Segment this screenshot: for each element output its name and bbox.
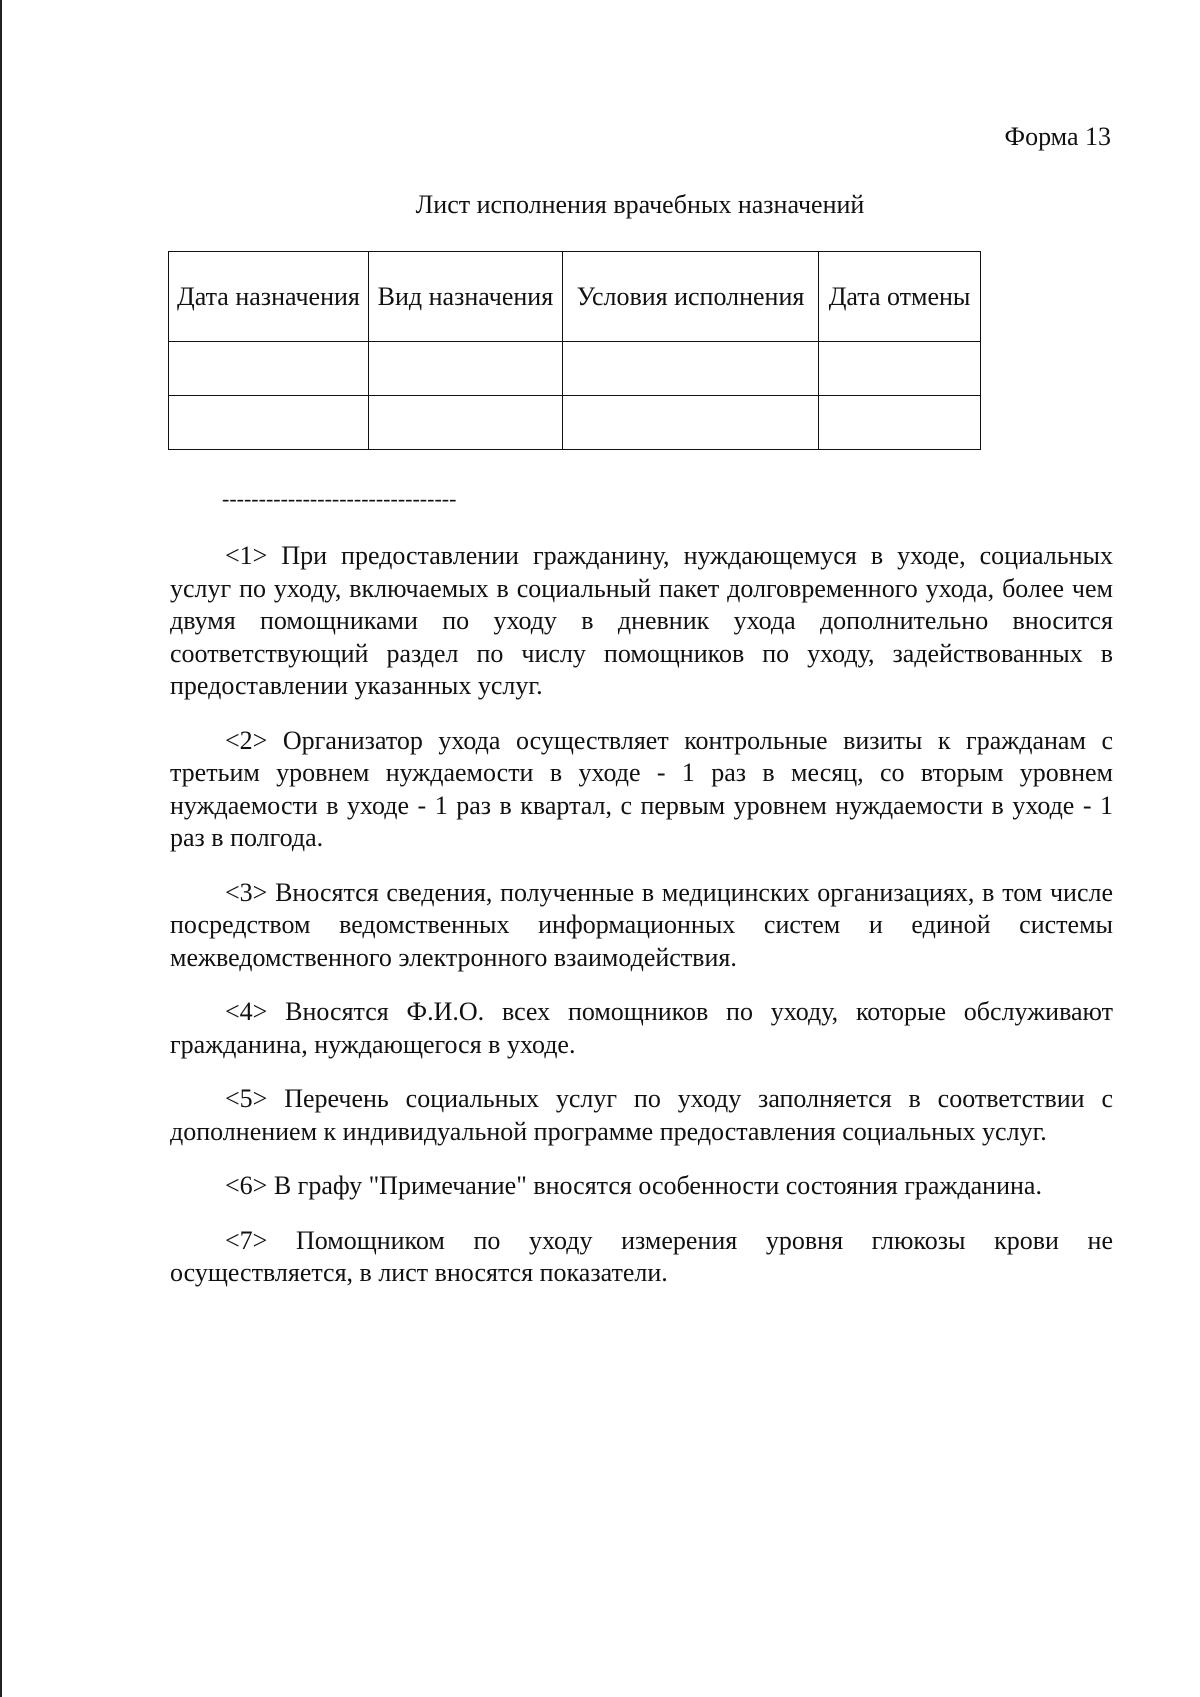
footnote-6: <6> В графу "Примечание" вносятся особенности состояния гражданина.: [225, 1171, 1042, 1200]
footnote-7: <7> Помощником по уходу измерения уровня глюкозы крови не осуществляется, в лист вносятся показатели.: [170, 1225, 1113, 1287]
footnote-3: <3> Вносятся сведения, полученные в медицинских организациях, в том числе посредством ведомственных информационных систем и единой системы межведомственного электронного взаимодействия.: [170, 877, 1113, 972]
prescriptions-table: [168, 251, 981, 450]
column-header-cancel-date: Дата отмены: [819, 252, 981, 342]
table-cell: [368, 342, 562, 396]
footnote-separator: --------------------------------: [222, 486, 457, 511]
table-cell: [368, 396, 562, 450]
footnote-2: <2> Организатор ухода осуществляет контрольные визиты к гражданам с третьим уровнем нуждаемости в уходе - 1 раз в месяц, со вторым уровнем нуждаемости в уходе - 1 раз в квартал, с первым уровнем нуждаемости в уходе - 1 раз в полгода.: [170, 725, 1113, 852]
table-cell: [169, 396, 369, 450]
table-row: [169, 396, 981, 450]
table-cell: [562, 396, 818, 450]
page-title: Лист исполнения врачебных назначений: [415, 190, 865, 219]
column-header-order-type: Вид назначения: [368, 252, 562, 342]
column-header-conditions: Условия исполнения: [562, 252, 818, 342]
page-edge: [0, 0, 2, 1697]
footnotes: [170, 540, 1113, 1312]
table-cell: [819, 342, 981, 396]
table-cell: [169, 342, 369, 396]
column-header-order-date: Дата назначения: [169, 252, 369, 342]
table-cell: [562, 342, 818, 396]
table-header-row: [169, 252, 981, 342]
form-number: Форма 13: [1004, 122, 1111, 151]
table-cell: [819, 396, 981, 450]
footnote-4: <4> Вносятся Ф.И.О. всех помощников по уходу, которые обслуживают гражданина, нуждающегося в уходе.: [170, 997, 1113, 1059]
footnote-1: <1> При предоставлении гражданину, нуждающемуся в уходе, социальных услуг по уходу, включаемых в социальный пакет долговременного ухода, более чем двумя помощниками по уходу в дневник ухода дополнительно вносится соответствующий раздел по числу помощников по уходу, задействованных в предоставлении указанных услуг.: [170, 541, 1113, 700]
table-row: [169, 342, 981, 396]
footnote-5: <5> Перечень социальных услуг по уходу заполняется в соответствии с дополнением к индивидуальной программе предоставления социальных услуг.: [170, 1084, 1113, 1146]
